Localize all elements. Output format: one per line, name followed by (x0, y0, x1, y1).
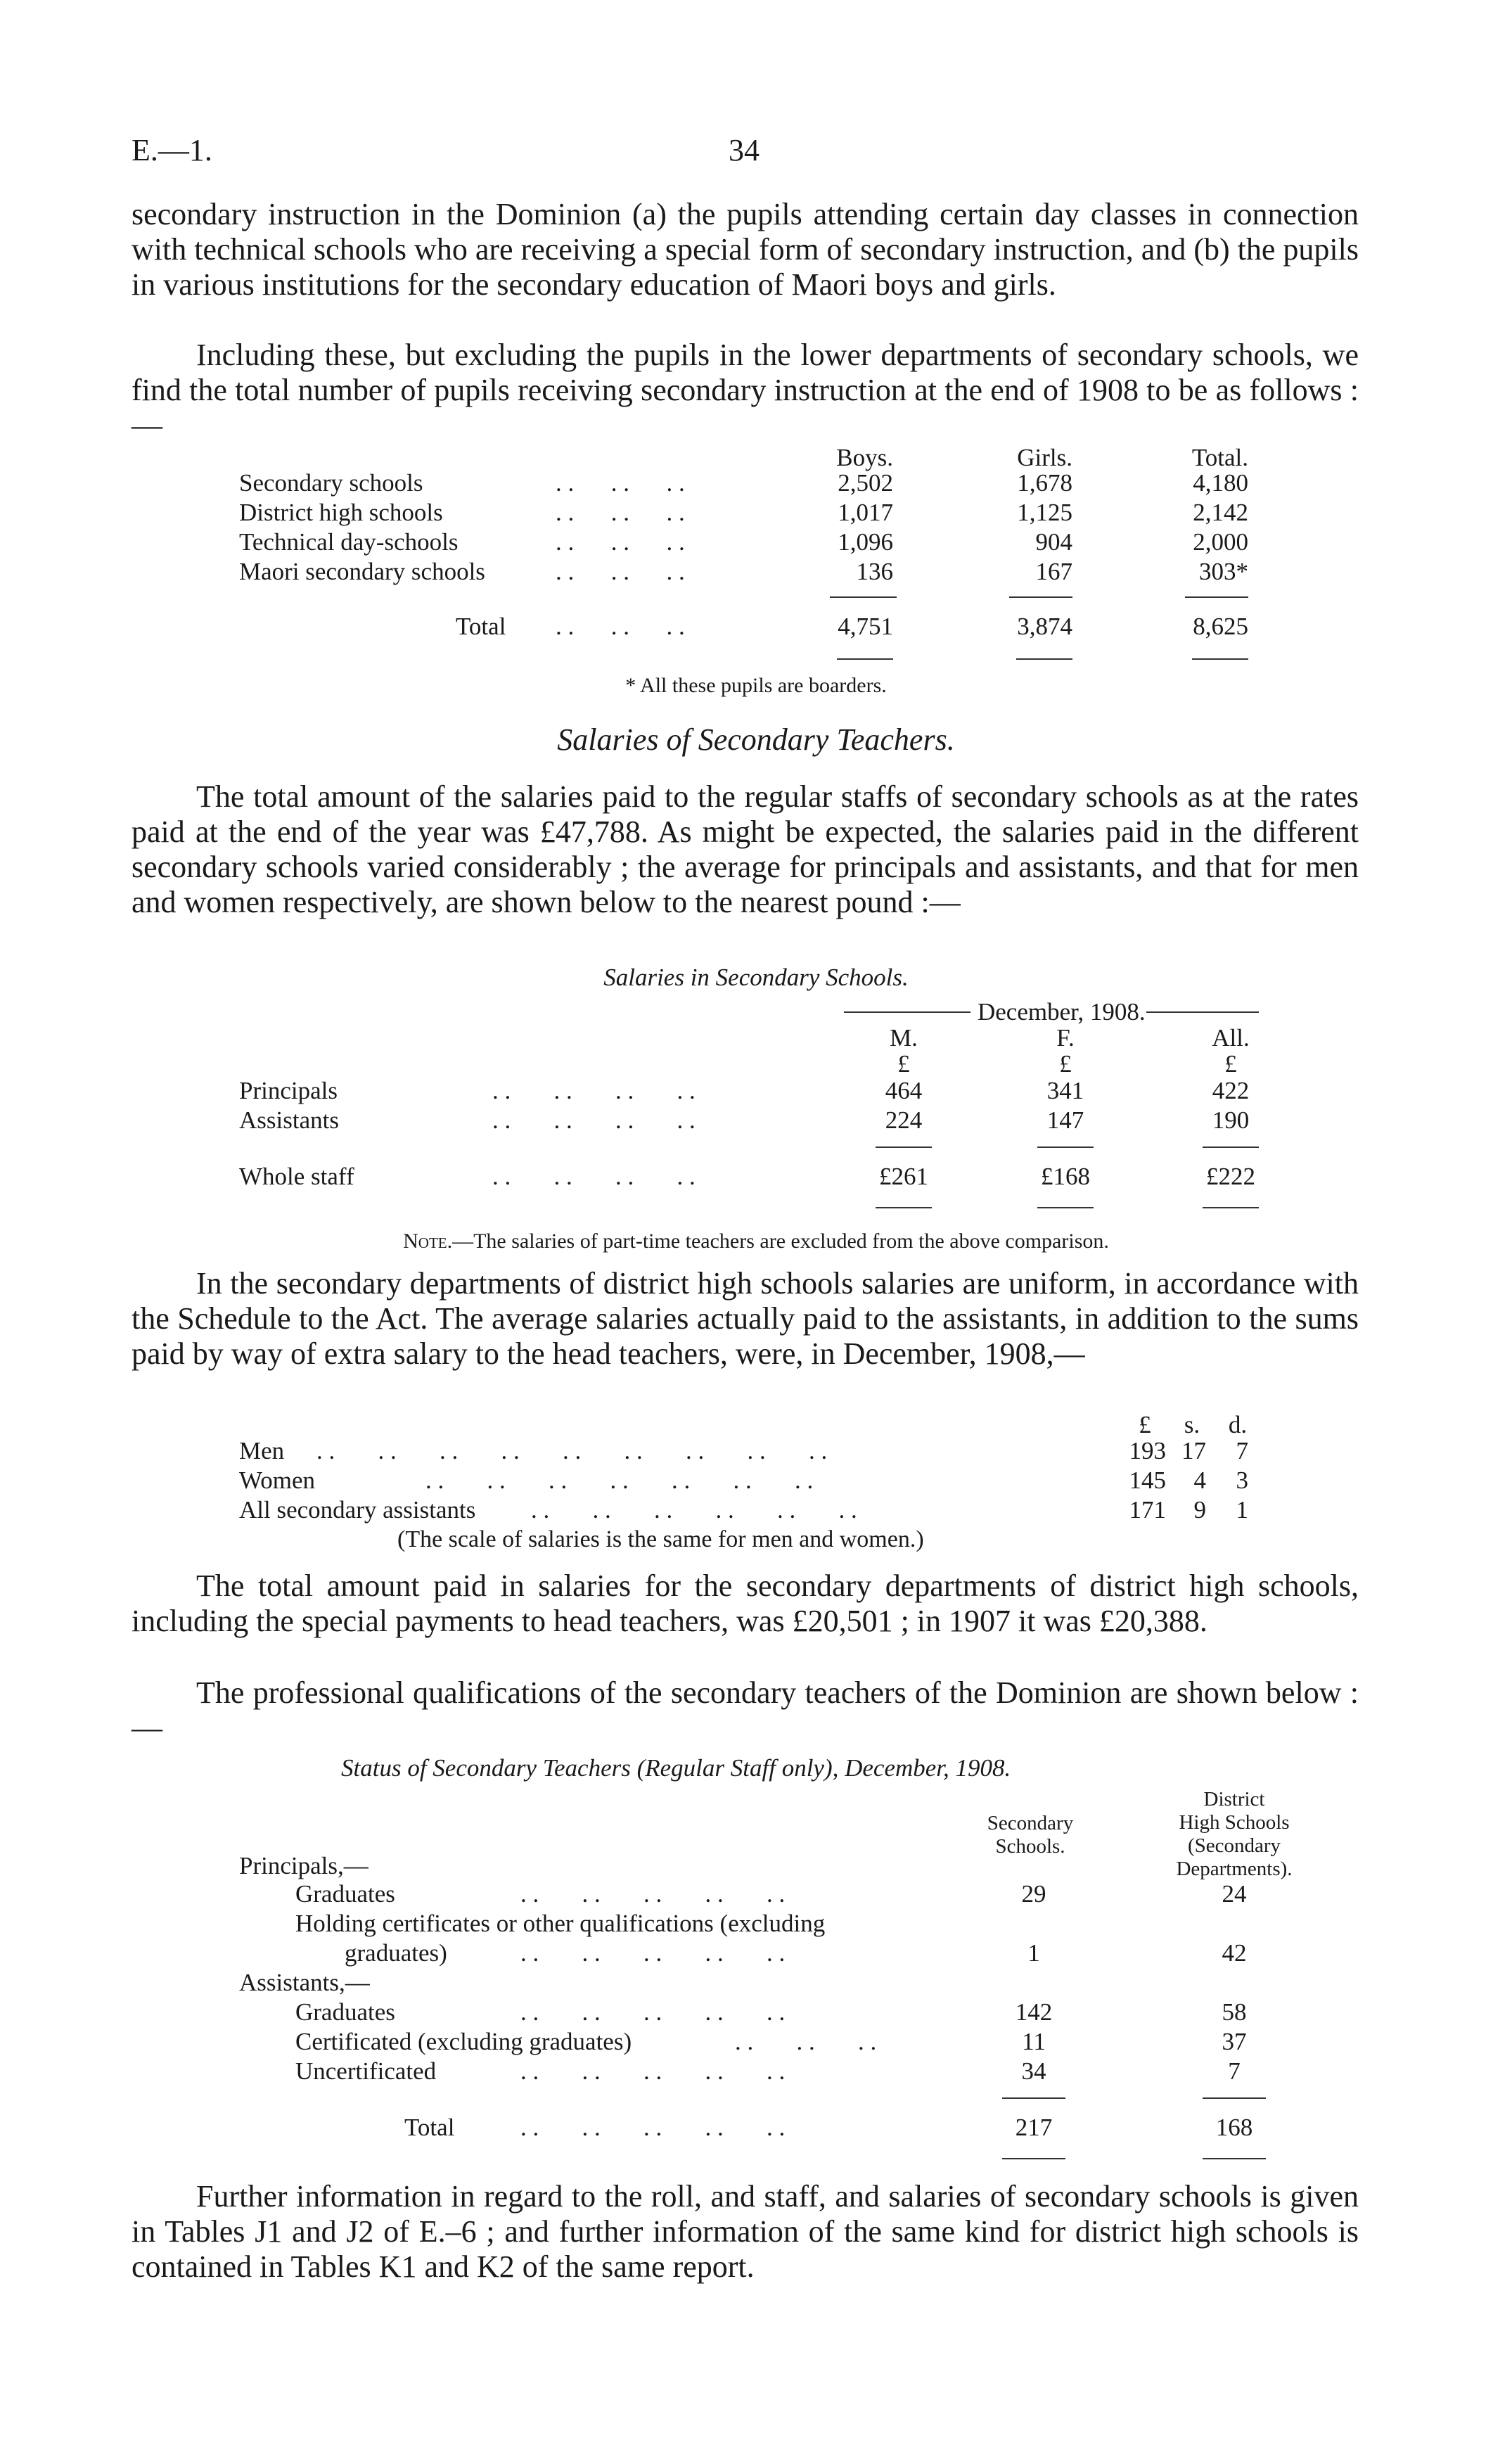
total-rule (1002, 2158, 1065, 2159)
leader-dots: . . . . . . . . . . . . . . . . . . (316, 1437, 828, 1464)
cell-girls: 3,874 (1017, 613, 1072, 640)
row-label: Graduates (295, 1880, 395, 1908)
row-label: All secondary assistants (239, 1496, 476, 1524)
cell-shillings: 4 (1193, 1467, 1206, 1494)
cell-secondary: 34 (1021, 2057, 1046, 2085)
leader-dots: . . . . . . (556, 613, 685, 640)
sum-rule (1002, 2097, 1065, 2099)
header-line: High Schools (1179, 1811, 1290, 1834)
total-rule (876, 1207, 932, 1208)
cell-girls: 1,125 (1017, 499, 1072, 526)
cell-m: 224 (885, 1106, 923, 1134)
cell-all: 190 (1212, 1106, 1250, 1134)
group-header-label: December, 1908. (978, 998, 1146, 1026)
sum-rule (1037, 1147, 1094, 1148)
cell-m: £261 (879, 1163, 928, 1190)
sum-rule (1009, 596, 1072, 598)
col-header-boys: Boys. (836, 444, 893, 471)
total-rule (837, 658, 893, 660)
leader-dots: . . . . . . . . (492, 1077, 696, 1104)
paragraph-1: secondary instruction in the Dominion (a) the pupils attending certain day classes in connection with technical schools who are receiving a special form of secondary instruction, and (b) the pupils in various institutions for the secondary education of Maori boys and girls. (132, 197, 1359, 302)
col-header-secondary-schools (960, 1812, 1101, 1858)
leader-dots: . . . . . . . . . . (520, 1939, 786, 1967)
cell-pounds: 145 (1129, 1467, 1166, 1494)
district-note: (The scale of salaries is the same for men and women.) (397, 1526, 924, 1552)
cell-secondary: 217 (1015, 2114, 1053, 2141)
row-label: Whole staff (239, 1163, 354, 1190)
col-header-girls: Girls. (1017, 444, 1072, 471)
total-rule (1192, 658, 1248, 660)
status-caption: Status of Secondary Teachers (Regular Staff only), December, 1908. (341, 1754, 1011, 1782)
row-label: Graduates (295, 1998, 395, 2026)
cell-district: 168 (1215, 2114, 1253, 2141)
sum-rule (830, 596, 897, 598)
sum-rule (876, 1147, 932, 1148)
leader-dots: . . . . . . . . . . (520, 1880, 786, 1908)
row-label: Men (239, 1437, 285, 1464)
cell-f: 147 (1046, 1106, 1084, 1134)
col-header-m: M. (890, 1024, 918, 1052)
cell-boys: 136 (856, 558, 893, 585)
paragraph-2: Including these, but excluding the pupils in the lower departments of secondary schools, we find the total number of pupils receiving secondary instruction at the end of 1908 to be as follows :— (132, 338, 1359, 442)
note-lead: Note. (403, 1230, 453, 1253)
leader-dots: . . . . . . (556, 469, 685, 497)
unit-f: £ (1059, 1050, 1072, 1078)
cell-f: 341 (1046, 1077, 1084, 1104)
cell-total: 2,142 (1193, 499, 1248, 526)
cell-girls: 167 (1035, 558, 1072, 585)
row-label: Women (239, 1467, 315, 1494)
row-label: Uncertificated (295, 2057, 437, 2085)
cell-pounds: 193 (1129, 1437, 1166, 1464)
header-line: District (1203, 1788, 1265, 1810)
row-label: Maori secondary schools (239, 558, 485, 585)
paragraph-4: In the secondary departments of district high schools salaries are uniform, in accordance with the Schedule to the Act. The average salaries actually paid to the assistants, in addition to the sums paid by way of extra salary to the head teachers, were, in December, 1908,— (132, 1266, 1359, 1371)
cell-all: £222 (1206, 1163, 1255, 1190)
cell-total: 303* (1199, 558, 1248, 585)
cell-m: 464 (885, 1077, 923, 1104)
leader-dots: . . . . . . (735, 2028, 877, 2055)
cell-secondary: 11 (1022, 2028, 1046, 2055)
cell-district: 37 (1222, 2028, 1247, 2055)
row-label: Total (404, 2114, 455, 2141)
cell-district: 7 (1228, 2057, 1241, 2085)
cell-pounds: 171 (1129, 1496, 1166, 1524)
cell-district: 58 (1222, 1998, 1247, 2026)
cell-boys: 1,096 (838, 528, 893, 556)
sum-rule (1203, 1147, 1259, 1148)
col-header-total: Total. (1191, 444, 1248, 471)
total-rule (1037, 1207, 1094, 1208)
col-header-shillings: s. (1184, 1411, 1200, 1438)
cell-girls: 904 (1035, 528, 1072, 556)
cell-girls: 1,678 (1017, 469, 1072, 497)
unit-m: £ (897, 1050, 910, 1078)
cell-district: 42 (1222, 1939, 1247, 1967)
row-label: Total (456, 613, 506, 640)
cell-total: 2,000 (1193, 528, 1248, 556)
cell-district: 24 (1222, 1880, 1247, 1908)
leader-dots: . . . . . . (556, 528, 685, 556)
row-label-line1: Holding certificates or other qualifications (excluding (295, 1910, 826, 1937)
row-label: Technical day-schools (239, 528, 459, 556)
total-rule (1203, 2158, 1266, 2159)
total-rule (1203, 1207, 1259, 1208)
col-header-all: All. (1212, 1024, 1250, 1052)
leader-dots: . . . . . . . . (492, 1106, 696, 1134)
cell-total: 8,625 (1193, 613, 1248, 640)
leader-dots: . . . . . . . . . . . . . . (425, 1467, 814, 1494)
paragraph-7: Further information in regard to the roll, and staff, and salaries of secondary schools is given in Tables J1 and J2 of E.–6 ; and further information of the same kind for district high schools is contained in Tables K1 and K2 of the same report. (132, 2179, 1359, 2284)
col-header-district-high-schools (1153, 1788, 1315, 1881)
paragraph-6: The professional qualifications of the secondary teachers of the Dominion are shown below :— (132, 1675, 1359, 1745)
cell-pence: 3 (1236, 1467, 1248, 1494)
group-label-assistants: Assistants,— (239, 1969, 370, 1996)
salaries-note (0, 1230, 1512, 1253)
col-header-pence: d. (1228, 1411, 1248, 1438)
total-rule (1016, 658, 1072, 660)
note-text: —The salaries of part-time teachers are excluded from the above comparison. (452, 1230, 1109, 1253)
header-line: Schools. (995, 1835, 1065, 1858)
row-label: Principals (239, 1077, 338, 1104)
group-label-principals: Principals,— (239, 1852, 369, 1879)
paragraph-3: The total amount of the salaries paid to the regular staffs of secondary schools as at the rates paid at the end of the year was £47,788. As might be expected, the salaries paid in the different secondary schools varied considerably ; the average for principals and assistants, and that for men and women respectively, are shown below to the nearest pound :— (132, 779, 1359, 919)
header-line: Departments). (1176, 1858, 1293, 1880)
leader-dots: . . . . . . . . . . (520, 2114, 786, 2141)
section-heading: Salaries of Secondary Teachers. (557, 722, 955, 757)
sum-rule (1203, 2097, 1266, 2099)
col-header-f: F. (1056, 1024, 1075, 1052)
leader-dots: . . . . . . . . . . (520, 2057, 786, 2085)
cell-boys: 2,502 (838, 469, 893, 497)
leader-dots: . . . . . . . . . . (520, 1998, 786, 2026)
cell-boys: 1,017 (838, 499, 893, 526)
report-reference: E.—1. (132, 133, 212, 167)
group-header (844, 997, 1259, 1027)
header-line: (Secondary (1187, 1834, 1281, 1857)
cell-boys: 4,751 (838, 613, 893, 640)
row-label: Secondary schools (239, 469, 423, 497)
cell-total: 4,180 (1193, 469, 1248, 497)
page-number: 34 (729, 133, 760, 167)
cell-f: £168 (1041, 1163, 1090, 1190)
cell-secondary: 29 (1021, 1880, 1046, 1908)
leader-dots: . . . . . . . . . . . . (531, 1496, 857, 1524)
col-header-pounds: £ (1139, 1411, 1151, 1438)
row-label: Assistants (239, 1106, 339, 1134)
leader-dots: . . . . . . (556, 558, 685, 585)
leader-dots: . . . . . . . . (492, 1163, 696, 1190)
sum-rule (1185, 596, 1248, 598)
header-line: Secondary (987, 1812, 1074, 1834)
row-label-line2: graduates) (345, 1939, 447, 1967)
cell-shillings: 17 (1181, 1437, 1206, 1464)
cell-secondary: 142 (1015, 1998, 1053, 2026)
row-label: District high schools (239, 499, 443, 526)
cell-all: 422 (1212, 1077, 1250, 1104)
cell-pence: 1 (1236, 1496, 1248, 1524)
cell-shillings: 9 (1193, 1496, 1206, 1524)
cell-pence: 7 (1236, 1437, 1248, 1464)
paragraph-5: The total amount paid in salaries for the secondary departments of district high schools, including the special payments to head teachers, was £20,501 ; in 1907 it was £20,388. (132, 1569, 1359, 1638)
unit-all: £ (1224, 1050, 1237, 1078)
cell-secondary: 1 (1027, 1939, 1040, 1967)
pupils-footnote: * All these pupils are boarders. (625, 674, 887, 697)
salaries-caption: Salaries in Secondary Schools. (603, 964, 909, 991)
row-label: Certificated (excluding graduates) (295, 2028, 632, 2055)
leader-dots: . . . . . . (556, 499, 685, 526)
